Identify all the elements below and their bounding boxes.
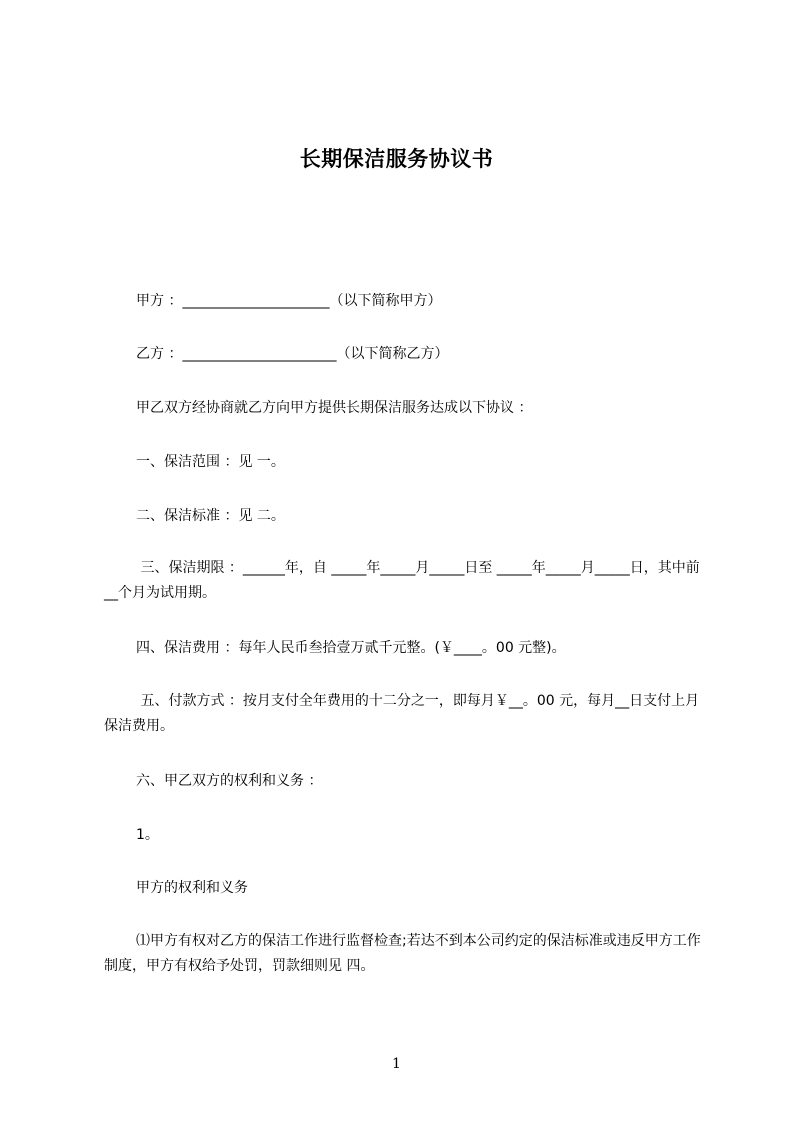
- clause-payment: 五、付款方式 ：按月支付全年费用的十二分之一，即每月￥__。00 元，每月__日支付上月保洁费用。: [104, 693, 700, 734]
- party-a-right-1: ⑴甲方有权对乙方的保洁工作进行监督检查;若达不到本公司约定的保洁标准或违反甲方工作制度，甲方有权给予处罚，罚款细则见 四。: [104, 933, 701, 974]
- party-b-line: 乙方 ：______________________（以下简称乙方）: [136, 346, 449, 362]
- clause-rights-obligations: 六、甲乙双方的权利和义务 ：: [136, 773, 323, 789]
- clause-fee: 四、保洁费用 ：每年人民币叁拾壹万贰千元整。(￥____。00 元整)。: [136, 640, 566, 656]
- party-a-rights-heading: 甲方的权利和义务: [136, 880, 248, 896]
- page-number: 1: [392, 1056, 401, 1072]
- item-number: 1。: [136, 827, 159, 843]
- clause-term: 三、保洁期限 ：______年，自 _____年_____月_____日至 _____年_____月_____日，其中前__个月为试用期。: [104, 560, 700, 601]
- clause-scope: 一、保洁范围 ：见 一。: [136, 454, 285, 470]
- page-title: 长期保洁服务协议书: [299, 147, 494, 171]
- clause-standard: 二、保洁标准 ：见 二。: [136, 508, 285, 524]
- party-a-line: 甲方 ：_____________________（以下简称甲方）: [136, 293, 442, 309]
- intro-paragraph: 甲乙双方经协商就乙方向甲方提供长期保洁服务达成以下协议 ：: [136, 400, 533, 416]
